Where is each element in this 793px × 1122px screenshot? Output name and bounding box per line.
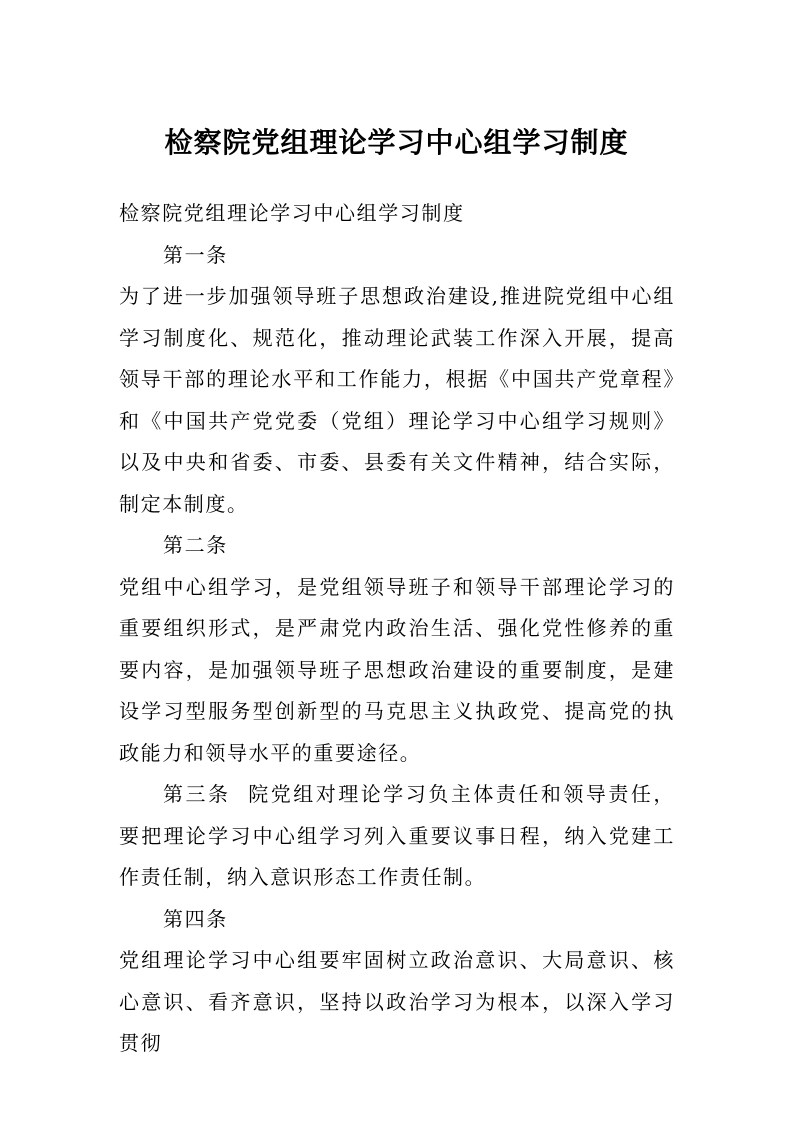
- document-title: 检察院党组理论学习中心组学习制度: [164, 126, 629, 159]
- article-3-text: 第三条 院党组对理论学习负主体责任和领导责任，要把理论学习中心组学习列入重要议事日程，纳入党建工作责任制，纳入意识形态工作责任制。: [119, 782, 675, 889]
- article-2-text: 党组中心组学习，是党组领导班子和领导干部理论学习的重要组织形式，是严肃党内政治生活、强化党性修养的重要内容，是加强领导班子思想政治建设的重要制度，是建设学习型服务型创新型的马克思主义执政党、提高党的执政能力和领导水平的重要途径。: [119, 574, 675, 765]
- article-4-text: 党组理论学习中心组要牢固树立政治意识、大局意识、核心意识、看齐意识，坚持以政治学习为根本，以深入学习贯彻: [119, 948, 675, 1055]
- document-subtitle: 检察院党组理论学习中心组学习制度: [119, 201, 465, 225]
- article-1-heading: 第一条: [163, 242, 228, 267]
- document-body: [119, 193, 675, 1065]
- article-2-heading: 第二条: [163, 533, 228, 557]
- article-1-text: 为了进一步加强领导班子思想政治建设,推进院党组中心组学习制度化、规范化，推动理论武装工作深入开展，提高领导干部的理论水平和工作能力，根据《中国共产党章程》和《中国共产党党委（党组）理论学习中心组学习规则》以及中央和省委、市委、县委有关文件精神，结合实际，制定本制度。: [119, 284, 675, 516]
- article-4-heading: 第四条: [163, 906, 228, 931]
